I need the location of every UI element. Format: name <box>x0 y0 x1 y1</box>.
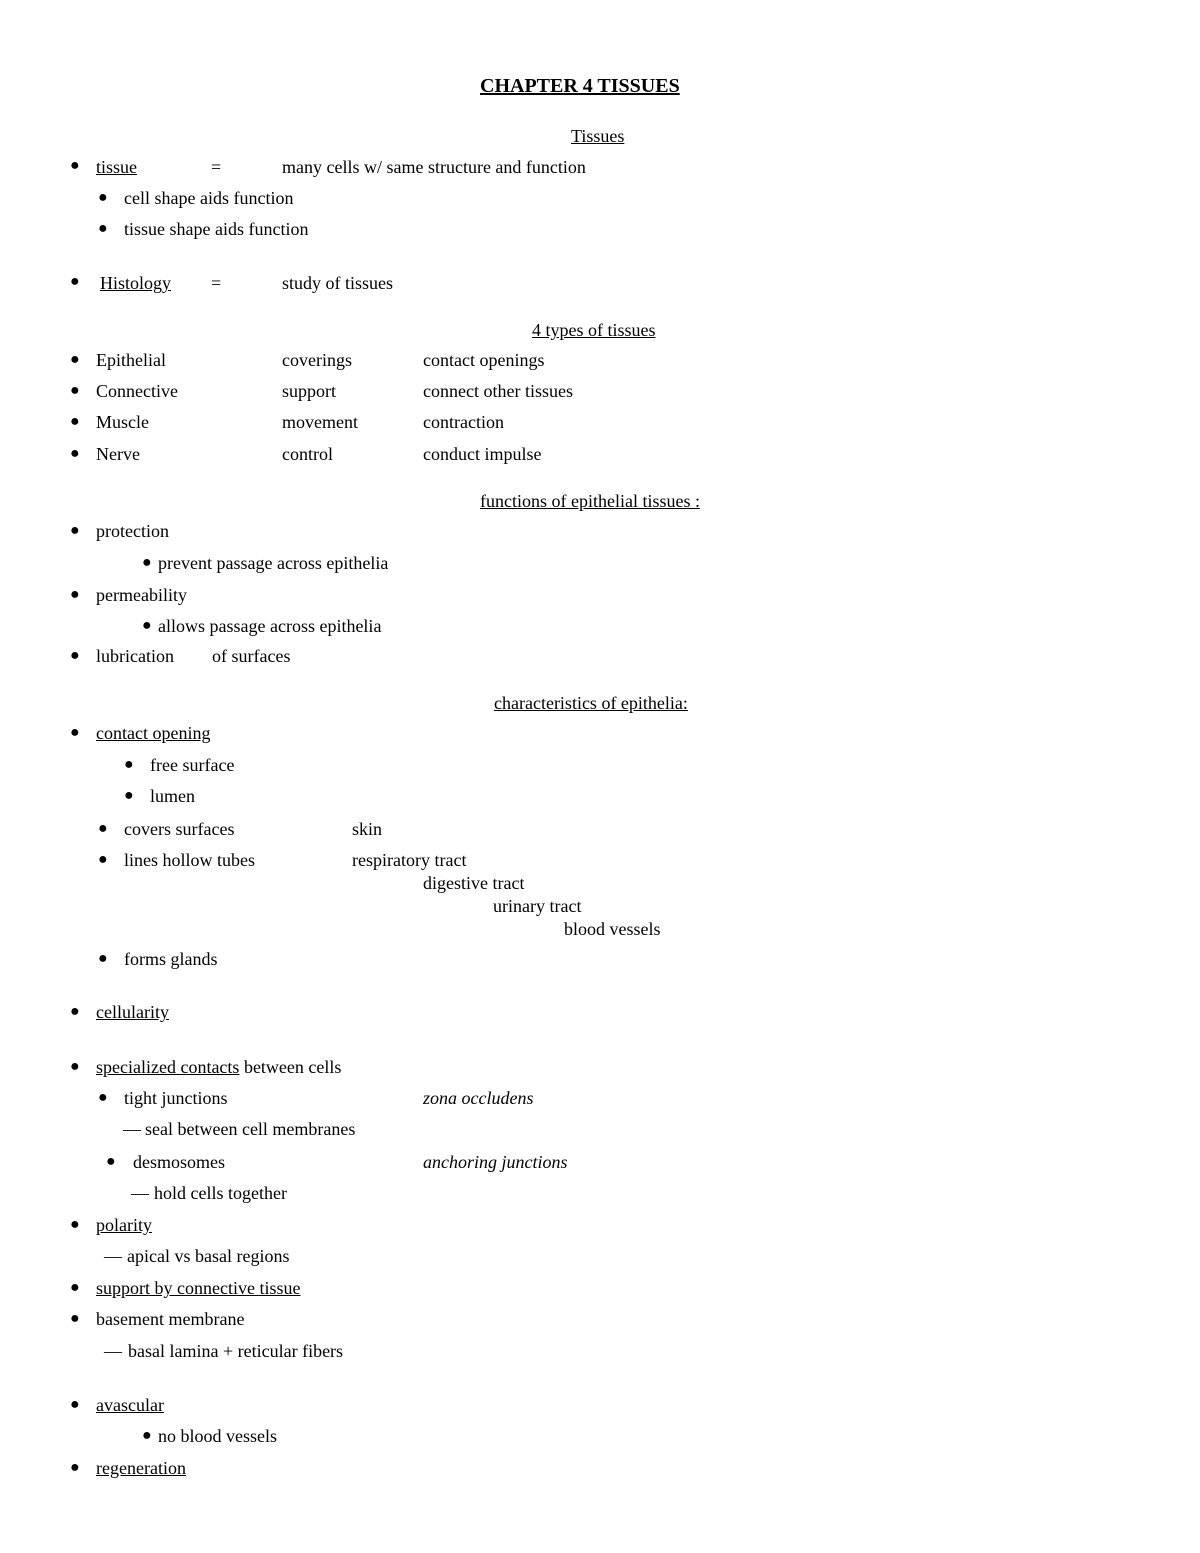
dash-marker: — <box>131 1183 149 1203</box>
bullet-icon: ● <box>70 1003 80 1020</box>
bullet-icon: ● <box>142 554 152 571</box>
function-subitem: prevent passage across epithelia <box>158 553 389 573</box>
list-item: cell shape aids function <box>124 188 294 208</box>
example-text: urinary tract <box>493 896 582 916</box>
bullet-icon: ● <box>70 273 80 290</box>
characteristic-support: support by connective tissue <box>96 1278 301 1298</box>
type-role: support <box>282 381 336 401</box>
list-item: tissue shape aids function <box>124 219 309 239</box>
type-role: control <box>282 444 333 464</box>
characteristic-cellularity: cellularity <box>96 1002 169 1022</box>
bullet-icon: ● <box>70 647 80 664</box>
section-heading-types: 4 types of tissues <box>532 320 656 340</box>
type-name: Nerve <box>96 444 140 464</box>
function-item: permeability <box>96 585 187 605</box>
list-item: lumen <box>150 786 195 806</box>
section-heading-functions: functions of epithelial tissues : <box>480 491 700 511</box>
equals-sign: = <box>211 273 222 293</box>
list-item: free surface <box>150 755 235 775</box>
bullet-icon: ● <box>70 1216 80 1233</box>
dash-marker: — <box>104 1246 122 1266</box>
bullet-icon: ● <box>98 1089 108 1106</box>
type-role: movement <box>282 412 358 432</box>
list-item: hold cells together <box>154 1183 287 1203</box>
bullet-icon: ● <box>70 1058 80 1075</box>
bullet-icon: ● <box>142 1427 152 1444</box>
type-name: Muscle <box>96 412 149 432</box>
characteristic-avascular: avascular <box>96 1395 164 1415</box>
example-text: digestive tract <box>423 873 525 893</box>
section-heading-characteristics: characteristics of epithelia: <box>494 693 688 713</box>
type-name: Connective <box>96 381 178 401</box>
latin-term: anchoring junctions <box>423 1152 568 1172</box>
bullet-icon: ● <box>124 756 134 773</box>
section-heading-tissues: Tissues <box>571 126 625 146</box>
type-detail: contact openings <box>423 350 545 370</box>
term-tissue: tissue <box>96 157 138 177</box>
type-detail: connect other tissues <box>423 381 573 401</box>
bullet-icon: ● <box>98 220 108 237</box>
list-item: basal lamina + reticular fibers <box>128 1341 344 1361</box>
function-detail: of surfaces <box>212 646 291 666</box>
specialized-contacts-term: specialized contacts <box>96 1057 240 1077</box>
function-item: lubrication <box>96 646 174 666</box>
bullet-icon: ● <box>70 1310 80 1327</box>
bullet-icon: ● <box>124 787 134 804</box>
characteristic-regeneration: regeneration <box>96 1458 186 1478</box>
bullet-icon: ● <box>142 617 152 634</box>
list-item: lines hollow tubes <box>124 850 255 870</box>
characteristic-specialized-contacts <box>96 1058 341 1076</box>
page-title: CHAPTER 4 TISSUES <box>480 75 680 97</box>
bullet-icon: ● <box>70 724 80 741</box>
example-text: skin <box>352 819 383 839</box>
definition-tissue: many cells w/ same structure and function <box>282 157 586 177</box>
bullet-icon: ● <box>98 820 108 837</box>
equals-sign: = <box>211 157 222 177</box>
function-item: protection <box>96 521 169 541</box>
list-item: covers surfaces <box>124 819 235 839</box>
bullet-icon: ● <box>70 522 80 539</box>
bullet-icon: ● <box>98 950 108 967</box>
bullet-icon: ● <box>98 851 108 868</box>
definition-histology: study of tissues <box>282 273 394 293</box>
bullet-icon: ● <box>70 445 80 462</box>
latin-term: zona occludens <box>423 1088 534 1108</box>
type-detail: conduct impulse <box>423 444 542 464</box>
bullet-icon: ● <box>70 157 80 174</box>
bullet-icon: ● <box>70 586 80 603</box>
type-role: coverings <box>282 350 352 370</box>
list-item: seal between cell membranes <box>145 1119 356 1139</box>
bullet-icon: ● <box>70 1279 80 1296</box>
list-item: forms glands <box>124 949 218 969</box>
term-histology: Histology <box>100 273 172 293</box>
list-item: desmosomes <box>133 1152 225 1172</box>
bullet-icon: ● <box>98 189 108 206</box>
list-item: no blood vessels <box>158 1426 277 1446</box>
list-item: tight junctions <box>124 1088 228 1108</box>
type-name: Epithelial <box>96 350 166 370</box>
list-item: apical vs basal regions <box>127 1246 290 1266</box>
bullet-icon: ● <box>70 1396 80 1413</box>
type-detail: contraction <box>423 412 504 432</box>
bullet-icon: ● <box>70 382 80 399</box>
bullet-icon: ● <box>70 413 80 430</box>
function-subitem: allows passage across epithelia <box>158 616 382 636</box>
example-text: blood vessels <box>564 919 661 939</box>
bullet-icon: ● <box>70 1459 80 1476</box>
characteristic-polarity: polarity <box>96 1215 152 1235</box>
bullet-icon: ● <box>70 351 80 368</box>
list-item: basement membrane <box>96 1309 245 1329</box>
dash-marker: — <box>104 1341 122 1361</box>
bullet-icon: ● <box>106 1153 116 1170</box>
characteristic-contact-opening: contact opening <box>96 723 211 743</box>
example-text: respiratory tract <box>352 850 467 870</box>
specialized-contacts-suffix: between cells <box>239 1057 342 1077</box>
dash-marker: — <box>123 1119 141 1139</box>
